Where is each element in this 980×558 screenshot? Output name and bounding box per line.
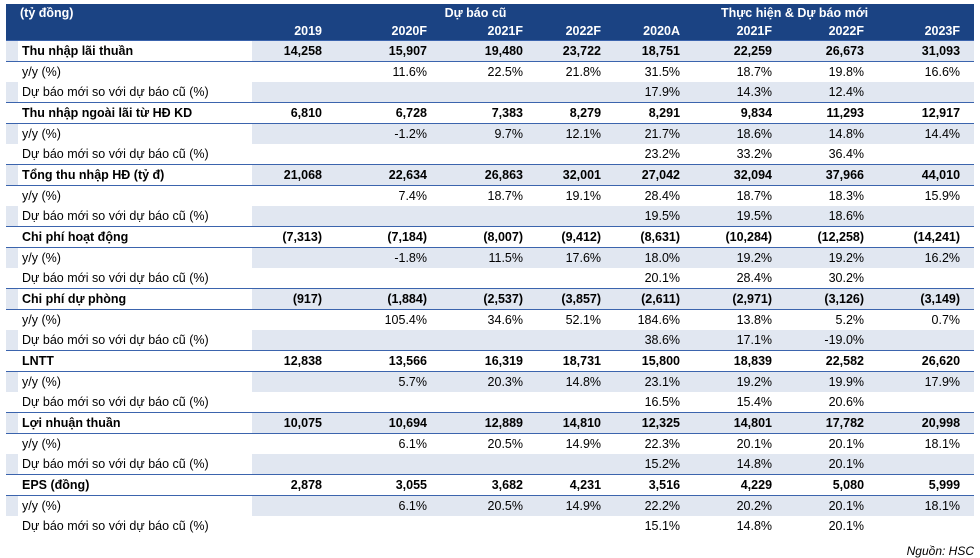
cell-value: 19,480 [441,41,537,62]
cell-value: 19.8% [828,65,865,79]
cell-value: 31,093 [878,41,974,62]
cell-value: 14,801 [694,413,786,434]
cell-value: 11,293 [786,103,878,124]
cell-value [537,330,615,351]
yoy-label: y/y (%) [6,372,252,393]
cell-value [252,62,336,83]
cell-value: 11.5% [441,248,537,269]
new-vs-old-label: Dự báo mới so với dự báo cũ (%) [22,519,209,533]
cell-value: 6,728 [336,103,441,124]
cell-value [252,310,336,331]
cell-value [441,268,537,289]
metric-label: Tổng thu nhập HĐ (tỷ đ) [6,165,252,186]
cell-value: 17.9% [615,82,694,103]
new-vs-old-row [6,144,974,165]
cell-value: 18.1% [924,437,961,451]
cell-value: 6.1% [398,437,427,451]
cell-value: 20.5% [487,437,523,451]
cell-value: (3,149) [878,289,974,310]
cell-value: 20.1% [786,454,878,475]
cell-value: 36.4% [828,147,865,161]
cell-value: 32,001 [537,165,615,186]
metric-row [6,289,974,310]
cell-value: 14.8% [736,519,773,533]
yoy-label: y/y (%) [6,248,252,269]
cell-value [441,82,537,103]
cell-value: 184.6% [637,313,681,327]
metric-row [6,351,974,372]
cell-value: 16.5% [644,395,681,409]
cell-value: 4,231 [537,475,615,496]
cell-value: 38.6% [615,330,694,351]
cell-value: 2,878 [252,475,336,496]
cell-value: 26,673 [786,41,878,62]
cell-value: 3,516 [615,475,694,496]
cell-value: 18.0% [615,248,694,269]
cell-value: 9,834 [694,103,786,124]
cell-value: 17.9% [878,372,974,393]
yoy-row [6,372,974,393]
cell-value: -1.2% [336,124,441,145]
yoy-row [6,62,974,83]
cell-value [336,82,441,103]
cell-value: 18.7% [487,189,523,203]
metric-row [6,103,974,124]
yoy-row [6,496,974,517]
cell-value: 20.5% [441,496,537,517]
new-vs-old-label: Dự báo mới so với dự báo cũ (%) [6,206,252,227]
cell-value: 21.8% [565,65,602,79]
yoy-row [6,248,974,269]
cell-value: 44,010 [878,165,974,186]
cell-value [252,496,336,517]
metric-label: LNTT [6,351,252,372]
cell-value: 4,229 [694,475,786,496]
table-header [6,4,974,41]
new-vs-old-row [6,392,974,413]
cell-value [252,124,336,145]
cell-value: 19.2% [694,248,786,269]
metric-row [6,413,974,434]
metric-label: Chi phí dự phòng [6,289,252,310]
cell-value: 18.6% [786,206,878,227]
yoy-row [6,186,974,207]
cell-value: 18,839 [694,351,786,372]
cell-value: 11.6% [392,65,427,79]
metric-label: Lợi nhuận thuần [6,413,252,434]
cell-value: 23.2% [644,147,681,161]
cell-value: 5,080 [786,475,878,496]
cell-value: 3,682 [441,475,537,496]
cell-value: 20.1% [828,437,865,451]
metric-row [6,41,974,62]
cell-value: 12,325 [615,413,694,434]
yoy-row [6,124,974,145]
cell-value: 22.3% [644,437,681,451]
cell-value [336,144,441,165]
cell-value: 14,810 [537,413,615,434]
yoy-label: y/y (%) [22,189,61,203]
cell-value: 16.6% [924,65,961,79]
cell-value: 3,055 [336,475,441,496]
cell-value: 6,810 [252,103,336,124]
yoy-label: y/y (%) [22,437,61,451]
cell-value: (917) [252,289,336,310]
cell-value: 16,319 [441,351,537,372]
cell-value: 7,383 [441,103,537,124]
forecast-table [6,4,974,536]
cell-value [441,516,537,536]
cell-value [441,144,537,165]
cell-value: 21,068 [252,165,336,186]
cell-value [252,248,336,269]
year-header: 2021F [694,22,786,41]
cell-value: 18,731 [537,351,615,372]
cell-value [537,144,615,165]
cell-value [441,392,537,413]
cell-value [441,454,537,475]
source-note: Nguồn: HSC [906,544,974,558]
cell-value: (2,971) [694,289,786,310]
metric-label: Chi phí hoạt động [6,227,252,248]
cell-value [252,434,336,455]
cell-value: 12,889 [441,413,537,434]
cell-value: 15.2% [615,454,694,475]
year-header: 2020F [336,22,441,41]
cell-value [336,268,441,289]
cell-value: 19.2% [786,248,878,269]
cell-value [878,454,974,475]
cell-value: 21.7% [615,124,694,145]
cell-value: 15.4% [736,395,773,409]
cell-value: 28.4% [736,271,773,285]
cell-value [537,392,615,413]
cell-value: (7,184) [336,227,441,248]
cell-value: 8,279 [537,103,615,124]
cell-value: 0.7% [931,313,961,327]
year-header: 2022F [537,22,615,41]
cell-value: 20.3% [441,372,537,393]
cell-value: (14,241) [878,227,974,248]
cell-value [878,392,974,413]
cell-value: 22.5% [487,65,523,79]
cell-value [336,392,441,413]
group-header-new-forecast: Thực hiện & Dự báo mới [615,4,974,22]
cell-value: 33.2% [736,147,773,161]
cell-value [336,330,441,351]
cell-value: 10,694 [336,413,441,434]
cell-value: 12,838 [252,351,336,372]
cell-value: 12.1% [537,124,615,145]
cell-value [336,454,441,475]
cell-value: (2,537) [441,289,537,310]
cell-value: 12.4% [786,82,878,103]
cell-value: (9,412) [537,227,615,248]
new-vs-old-label: Dự báo mới so với dự báo cũ (%) [22,147,209,161]
cell-value [252,82,336,103]
new-vs-old-label: Dự báo mới so với dự báo cũ (%) [6,454,252,475]
yoy-row [6,310,974,331]
cell-value: 10,075 [252,413,336,434]
cell-value: 17.1% [694,330,786,351]
cell-value [537,82,615,103]
cell-value: (7,313) [252,227,336,248]
cell-value: 34.6% [487,313,523,327]
cell-value: 22,582 [786,351,878,372]
cell-value [441,330,537,351]
cell-value: 14,258 [252,41,336,62]
cell-value [878,330,974,351]
new-vs-old-label: Dự báo mới so với dự báo cũ (%) [6,330,252,351]
cell-value [878,268,974,289]
cell-value: 105.4% [384,313,427,327]
year-header: 2021F [441,22,537,41]
cell-value: 32,094 [694,165,786,186]
new-vs-old-row [6,454,974,475]
cell-value [537,454,615,475]
cell-value [252,392,336,413]
cell-value: 14.9% [537,496,615,517]
yoy-label: y/y (%) [22,65,61,79]
cell-value: 19.1% [565,189,602,203]
cell-value: 18.7% [736,189,773,203]
cell-value: 17,782 [786,413,878,434]
cell-value: 14.8% [537,372,615,393]
unit-label: (tỷ đồng) [6,4,336,22]
metric-label: Thu nhập ngoài lãi từ HĐ KD [6,103,252,124]
yoy-row [6,434,974,455]
cell-value [537,268,615,289]
cell-value: 20.1% [786,496,878,517]
cell-value: 19.5% [694,206,786,227]
cell-value [537,206,615,227]
cell-value: 23,722 [537,41,615,62]
cell-value [252,330,336,351]
year-header: 2019 [252,22,336,41]
cell-value: 14.9% [565,437,602,451]
cell-value: 22.2% [615,496,694,517]
cell-value: 17.6% [537,248,615,269]
cell-value: 22,634 [336,165,441,186]
cell-value [336,516,441,536]
cell-value [252,268,336,289]
cell-value [252,516,336,536]
cell-value: 20.2% [694,496,786,517]
cell-value: 7.4% [398,189,427,203]
yoy-label: y/y (%) [22,313,61,327]
new-vs-old-row [6,206,974,227]
group-header-row [6,4,974,22]
cell-value: 19.5% [615,206,694,227]
cell-value [878,144,974,165]
cell-value: 20.6% [828,395,865,409]
year-header: 2022F [786,22,878,41]
cell-value: 18.1% [878,496,974,517]
cell-value [878,516,974,536]
metric-row [6,475,974,496]
cell-value [252,206,336,227]
year-header: 2023F [878,22,974,41]
cell-value: 5,999 [878,475,974,496]
cell-value: 52.1% [565,313,602,327]
cell-value: 19.9% [786,372,878,393]
cell-value: 18.7% [736,65,773,79]
cell-value: 13,566 [336,351,441,372]
cell-value: 14.8% [694,454,786,475]
cell-value [878,82,974,103]
cell-value: 37,966 [786,165,878,186]
cell-value: 6.1% [336,496,441,517]
cell-value: 20.1% [644,271,681,285]
cell-value [252,186,336,207]
cell-value: 26,863 [441,165,537,186]
metric-row [6,165,974,186]
year-header: 2020A [615,22,694,41]
year-header-row [6,22,974,41]
cell-value: 18.6% [694,124,786,145]
cell-value: 18,751 [615,41,694,62]
cell-value: (3,857) [537,289,615,310]
cell-value: 22,259 [694,41,786,62]
cell-value: -19.0% [786,330,878,351]
cell-value: 23.1% [615,372,694,393]
cell-value: 30.2% [828,271,865,285]
cell-value: 27,042 [615,165,694,186]
cell-value: 12,917 [878,103,974,124]
cell-value: (12,258) [786,227,878,248]
cell-value: 8,291 [615,103,694,124]
cell-value [252,144,336,165]
cell-value: 15,800 [615,351,694,372]
cell-value: (3,126) [786,289,878,310]
cell-value: 15.9% [924,189,961,203]
new-vs-old-row [6,330,974,351]
cell-value: 15,907 [336,41,441,62]
cell-value: 5.7% [336,372,441,393]
cell-value: 31.5% [644,65,681,79]
new-vs-old-label: Dự báo mới so với dự báo cũ (%) [6,82,252,103]
cell-value: 20,998 [878,413,974,434]
cell-value: 14.4% [878,124,974,145]
yoy-label: y/y (%) [6,124,252,145]
cell-value: 18.3% [828,189,865,203]
cell-value [252,372,336,393]
cell-value: (8,631) [615,227,694,248]
new-vs-old-row [6,268,974,289]
cell-value: 28.4% [644,189,681,203]
new-vs-old-label: Dự báo mới so với dự báo cũ (%) [22,271,209,285]
table-body [6,41,974,537]
group-header-old-forecast: Dự báo cũ [336,4,615,22]
cell-value: (10,284) [694,227,786,248]
yoy-label: y/y (%) [6,496,252,517]
cell-value: 14.8% [786,124,878,145]
year-header-spacer [6,22,252,41]
metric-label: EPS (đồng) [6,475,252,496]
cell-value [537,516,615,536]
cell-value: (1,884) [336,289,441,310]
cell-value: 19.2% [694,372,786,393]
cell-value: 20.1% [736,437,773,451]
cell-value: 13.8% [736,313,773,327]
metric-label: Thu nhập lãi thuần [6,41,252,62]
cell-value: 15.1% [644,519,681,533]
cell-value: -1.8% [336,248,441,269]
cell-value: 16.2% [878,248,974,269]
cell-value: 9.7% [441,124,537,145]
metric-row [6,227,974,248]
new-vs-old-row [6,82,974,103]
cell-value [441,206,537,227]
cell-value [878,206,974,227]
new-vs-old-row [6,516,974,536]
cell-value: 20.1% [828,519,865,533]
cell-value: 26,620 [878,351,974,372]
cell-value: (2,611) [615,289,694,310]
cell-value [336,206,441,227]
new-vs-old-label: Dự báo mới so với dự báo cũ (%) [22,395,209,409]
cell-value: 14.3% [694,82,786,103]
cell-value: (8,007) [441,227,537,248]
cell-value: 5.2% [835,313,865,327]
cell-value [252,454,336,475]
